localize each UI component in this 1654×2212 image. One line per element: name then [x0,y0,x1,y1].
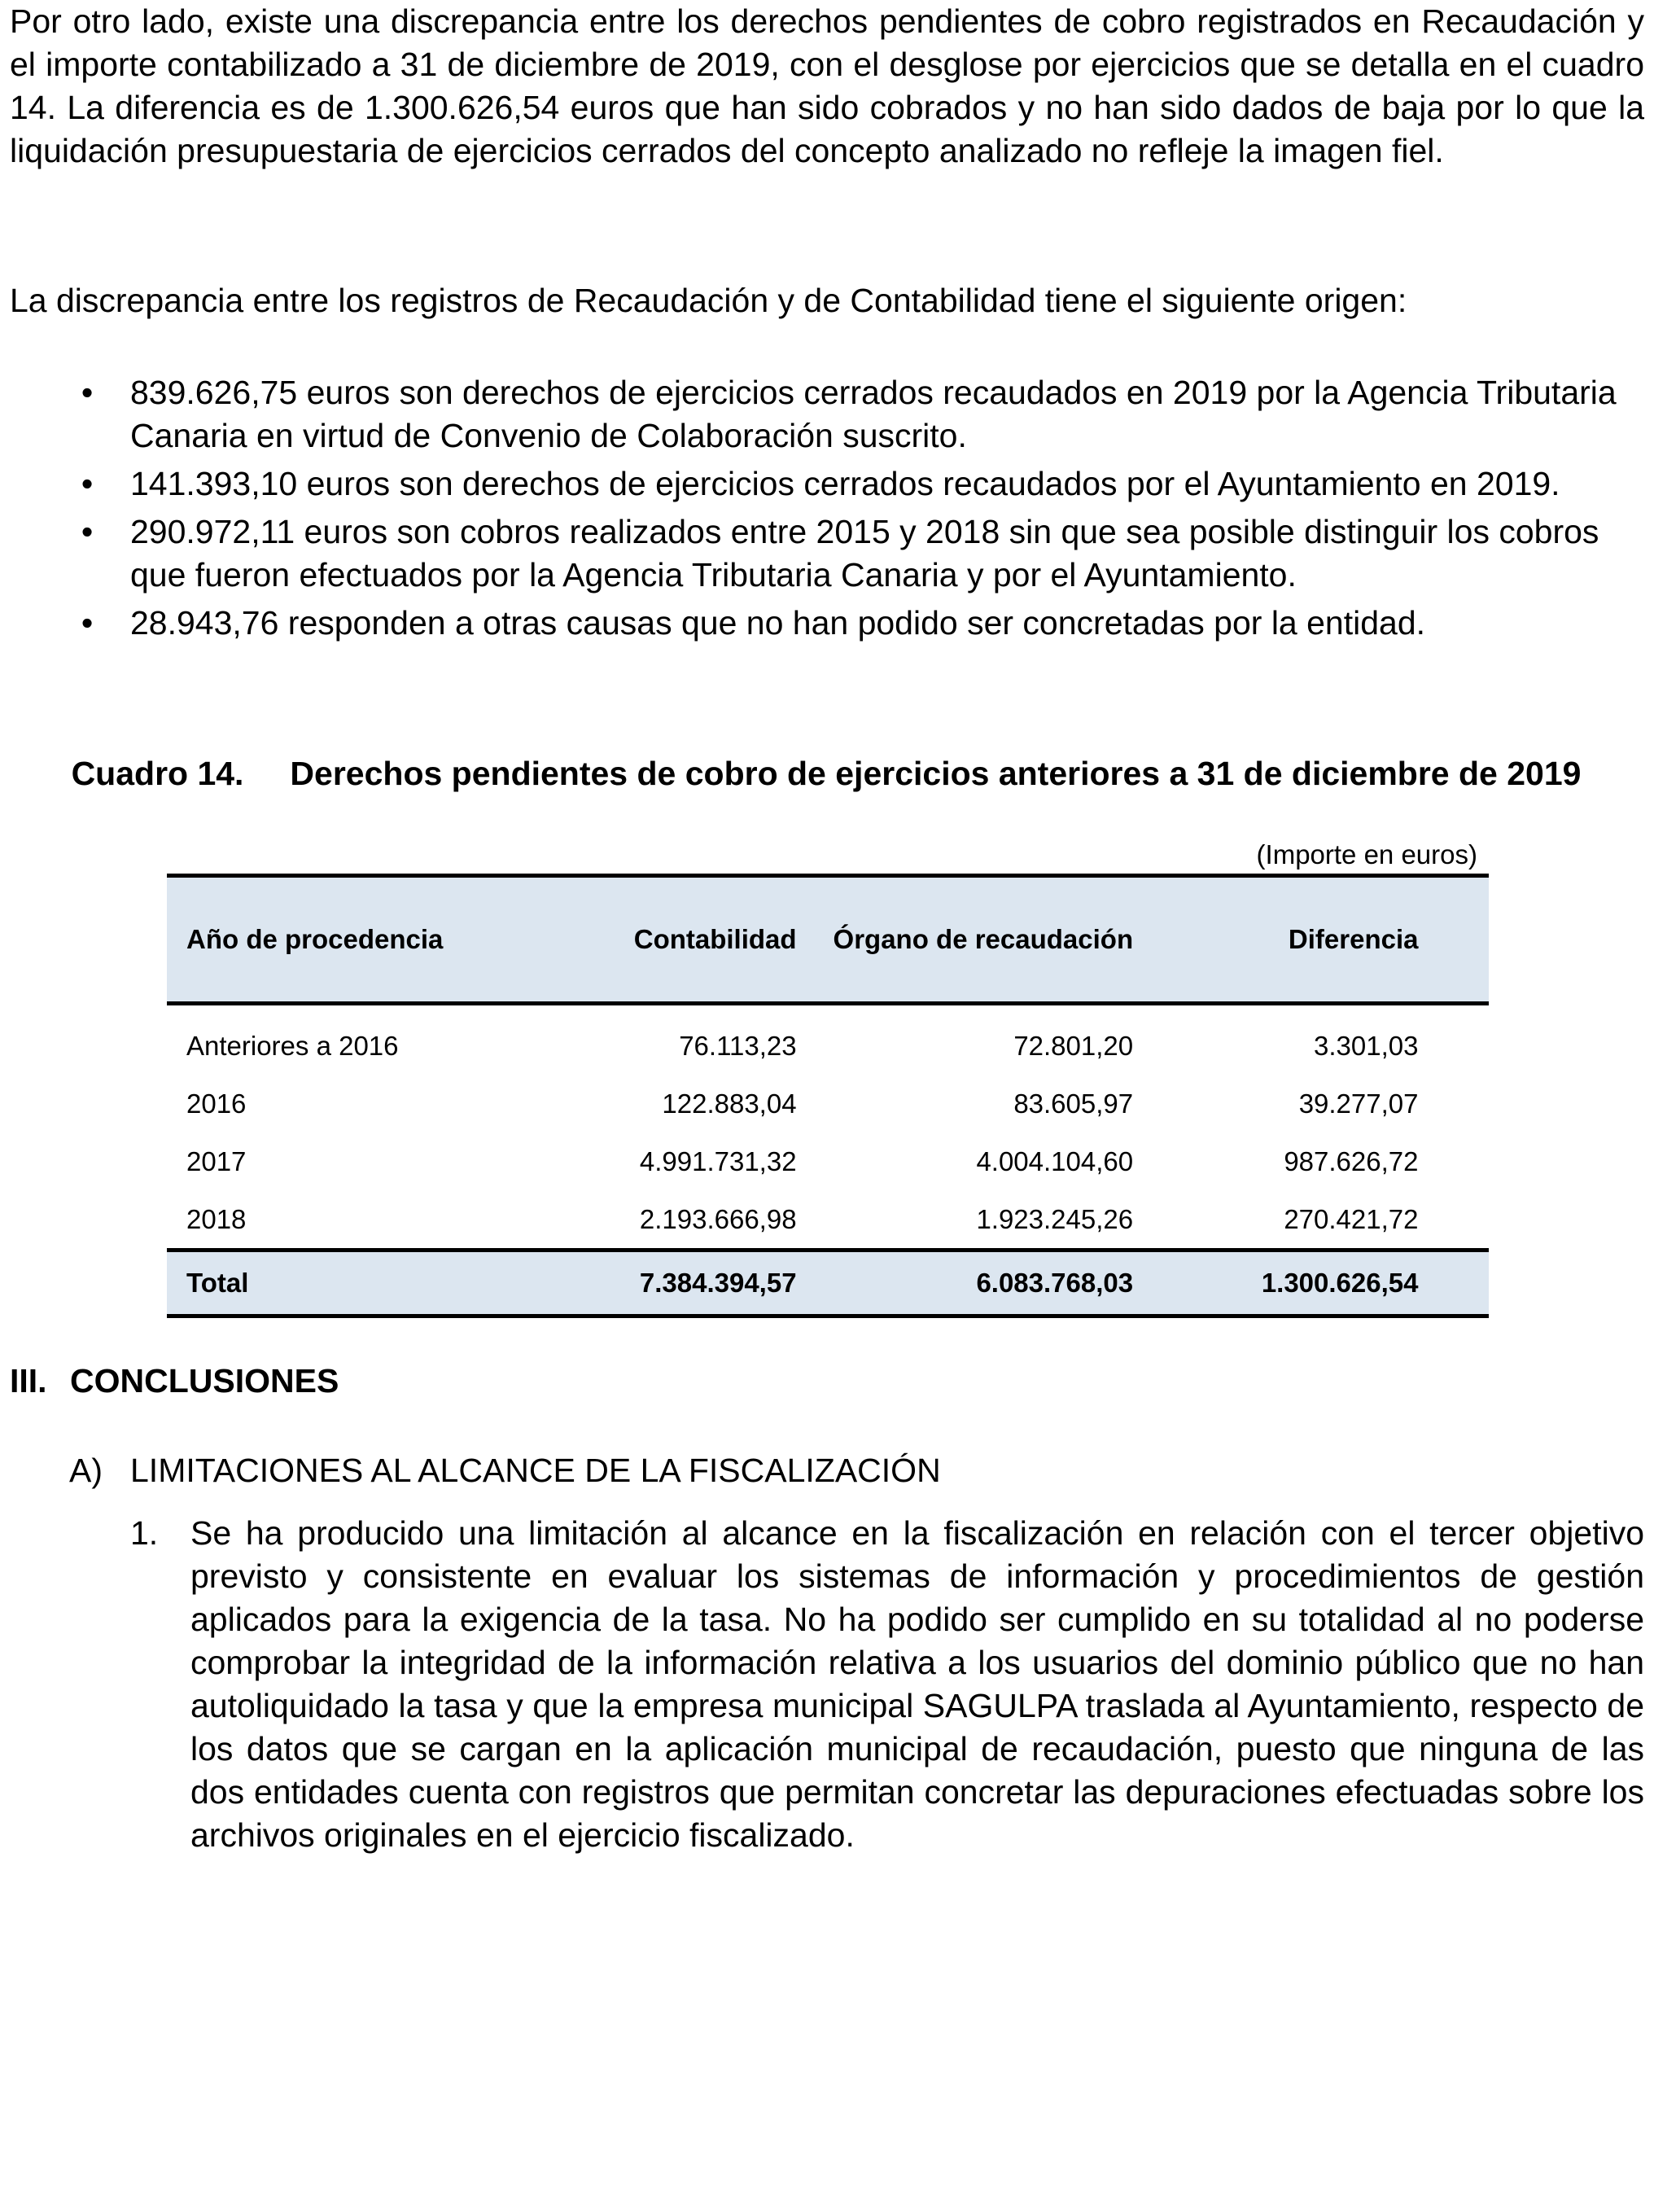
table-row [167,1004,1489,1075]
subsection-letter: A) [69,1452,103,1489]
list-item [0,371,1654,458]
cell-collection: 83.605,97 [1013,1088,1134,1119]
table-row [167,1075,1489,1132]
list-item [0,602,1654,645]
cell-difference: 987.626,72 [1284,1145,1419,1176]
bullet-list [0,371,1654,650]
cell-accounting: 2.193.666,98 [639,1203,797,1234]
origin-paragraph: La discrepancia entre los registros de Recaudación y de Contabilidad tiene el siguiente origen: [10,282,1407,319]
bullet-text: 141.393,10 euros son derechos de ejercicios cerrados recaudados por el Ayuntamiento en 2019. [130,465,1560,502]
section-number: III. [10,1362,47,1399]
numbered-item [130,1512,1644,1857]
item-number: 1. [130,1514,159,1552]
cell-year: 2018 [186,1203,247,1234]
total-collection: 6.083.768,03 [797,1251,1134,1316]
table-caption-title: Derechos pendientes de cobro de ejercicios anteriores a 31 de diciembre de 2019 [290,755,1582,792]
total-accounting: 7.384.394,57 [554,1251,796,1316]
header-accounting: Contabilidad [554,876,796,1004]
table-total-row [167,1251,1489,1316]
total-difference: 1.300.626,54 [1133,1251,1418,1316]
header-year: Año de procedencia [167,876,554,1004]
cell-difference: 39.277,07 [1298,1088,1419,1119]
cell-year: Anteriores a 2016 [186,1030,399,1061]
cell-accounting: 76.113,23 [679,1030,797,1061]
subsection-heading [69,1449,941,1492]
table-header-row [167,876,1489,1004]
table-row [167,1190,1489,1251]
bullet-text: 839.626,75 euros son derechos de ejercicios cerrados recaudados en 2019 por la Agencia Tributaria Canaria en virtud de Convenio de Colaboración suscrito. [130,374,1617,454]
cell-year: 2017 [186,1145,247,1176]
cell-difference: 270.421,72 [1284,1203,1419,1234]
table-caption-label: Cuadro 14. [71,755,244,792]
cell-collection: 4.004.104,60 [976,1145,1134,1176]
subsection-title: LIMITACIONES AL ALCANCE DE LA FISCALIZACIÓN [130,1452,941,1489]
table-caption [28,753,1624,794]
bullet-icon: • [81,465,94,502]
bullet-icon: • [81,374,94,411]
intro-paragraph: Por otro lado, existe una discrepancia entre los derechos pendientes de cobro registrados en Recaudación y el importe contabilizado a 31 de diciembre de 2019, con el desglose por ejercicios que se detalla en el cuadro 14. La diferencia es de 1.300.626,54 euros que han sido cobrados y no han sido dados de baja por lo que la liquidación presupuestaria de ejercicios cerrados del concepto analizado no refleje la imagen fiel. [10,2,1644,169]
item-text: Se ha producido una limitación al alcance en la fiscalización en relación con el tercer objetivo previsto y consistente en evaluar los sistemas de información y procedimientos de gestión aplicados para la exigencia de la tasa. No ha podido ser cumplido en su totalidad al no poderse comprobar la integridad de la información relativa a los usuarios del dominio público que no han autoliquidado la tasa y que la empresa municipal SAGULPA traslada al Ayuntamiento, respecto de los datos que se cargan en la aplicación municipal de recaudación, puesto que ninguna de las dos entidades cuenta con registros que permitan concretar las depuraciones efectuadas sobre los archivos originales en el ejercicio fiscalizado. [190,1514,1644,1854]
table-row [167,1132,1489,1190]
header-collection: Órgano de recaudación [797,876,1134,1004]
cell-year: 2016 [186,1088,247,1119]
bullet-text: 28.943,76 responden a otras causas que no han podido ser concretadas por la entidad. [130,604,1426,642]
total-label: Total [167,1251,554,1316]
list-item [0,462,1654,506]
cell-difference: 3.301,03 [1314,1030,1419,1061]
section-heading [10,1360,339,1403]
bullet-icon: • [81,513,94,550]
section-title: CONCLUSIONES [70,1362,339,1399]
cell-collection: 1.923.245,26 [976,1203,1134,1234]
data-table [167,874,1489,1318]
bullet-text: 290.972,11 euros son cobros realizados entre 2015 y 2018 sin que sea posible distinguir los cobros que fueron efectuados por la Agencia Tributaria Canaria y por el Ayuntamiento. [130,513,1599,594]
cell-collection: 72.801,20 [1013,1030,1134,1061]
list-item [0,510,1654,597]
cell-accounting: 122.883,04 [662,1088,797,1119]
cell-accounting: 4.991.731,32 [639,1145,797,1176]
table-units: (Importe en euros) [1256,839,1477,869]
header-difference: Diferencia [1133,876,1418,1004]
bullet-icon: • [81,604,94,642]
